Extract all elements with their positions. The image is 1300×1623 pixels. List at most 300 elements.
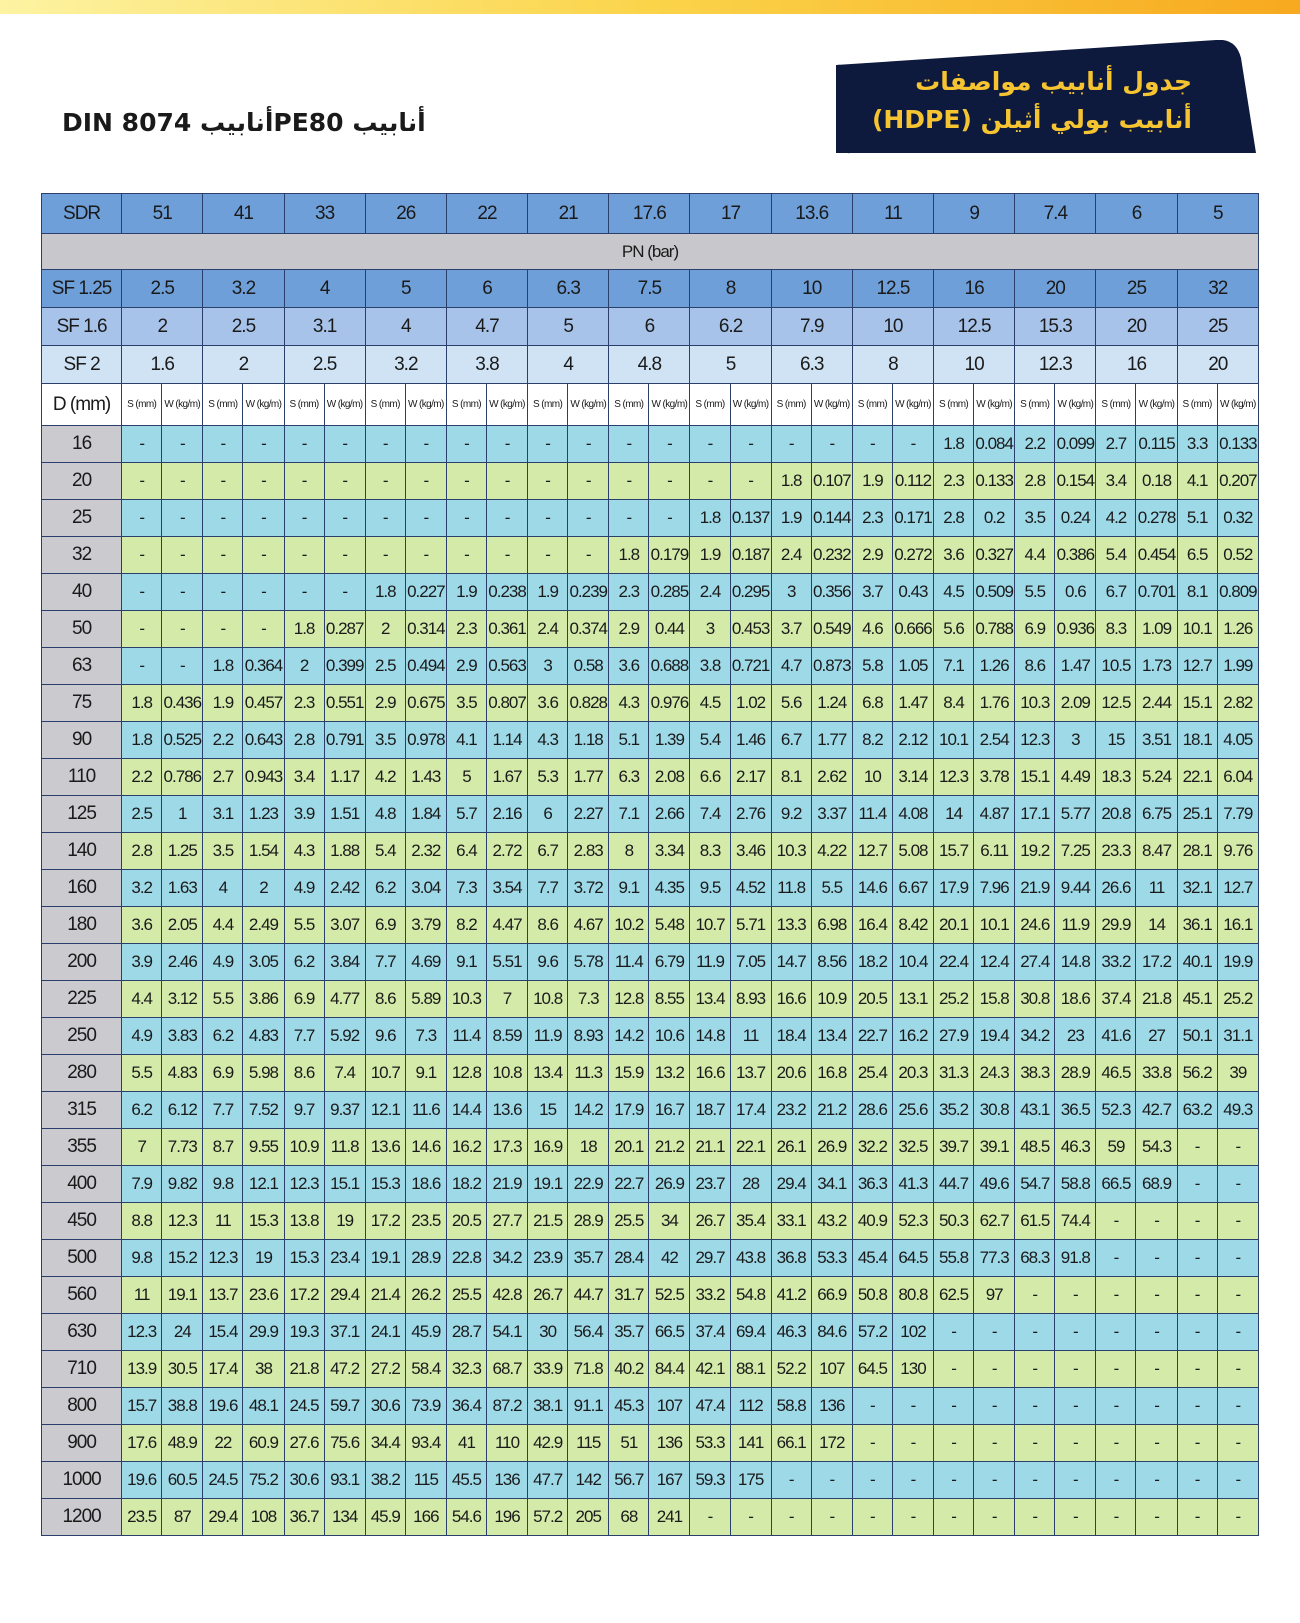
weight-cell: 7.96 [974,870,1015,907]
thickness-cell: 24.5 [284,1388,324,1425]
weight-cell: 17.4 [730,1092,771,1129]
weight-cell: - [324,426,365,463]
thickness-cell: 4.2 [1096,500,1136,537]
weight-cell: 3.07 [324,907,365,944]
thickness-cell: - [1177,1425,1217,1462]
sdr-value: 33 [284,194,365,234]
thickness-cell: 21.8 [284,1351,324,1388]
weight-cell: 16.7 [649,1092,690,1129]
thickness-cell: - [122,463,162,500]
thickness-cell: - [122,426,162,463]
thickness-cell: 27.6 [284,1425,324,1462]
thickness-cell: 21.1 [690,1129,730,1166]
thickness-cell: 15.1 [1015,759,1055,796]
weight-cell: 0.551 [324,685,365,722]
sf16-value: 20 [1096,308,1177,346]
thickness-cell: 48.5 [1015,1129,1055,1166]
weight-cell: 21.8 [1136,981,1177,1018]
hdpe-spec-table [41,193,1259,1536]
thickness-cell: 20.1 [609,1129,649,1166]
thickness-cell: 3.3 [1177,426,1217,463]
weight-cell: 142 [568,1462,609,1499]
diameter-cell: 900 [42,1425,122,1462]
weight-cell: - [1217,1277,1258,1314]
table-row [42,1314,1259,1351]
weight-cell: 18.6 [1055,981,1096,1018]
weight-cell: 34 [649,1203,690,1240]
weight-cell: - [974,1462,1015,1499]
diameter-cell: 400 [42,1166,122,1203]
thickness-cell: 50.8 [852,1277,892,1314]
weight-cell: 0.285 [649,574,690,611]
weight-cell: - [730,463,771,500]
thickness-cell: 17.9 [934,870,974,907]
weight-cell: 9.44 [1055,870,1096,907]
s-mm-header: S (mm) [284,384,324,426]
thickness-cell: 16.9 [528,1129,568,1166]
thickness-cell: 25.4 [852,1055,892,1092]
weight-cell: 11 [730,1018,771,1055]
sf2-value: 16 [1096,346,1177,384]
thickness-cell: 2.7 [203,759,243,796]
thickness-cell: 18.7 [690,1092,730,1129]
weight-cell: - [1055,1351,1096,1388]
thickness-cell: 50.1 [1177,1018,1217,1055]
weight-cell: 28 [730,1166,771,1203]
weight-cell: 45.9 [405,1314,446,1351]
thickness-cell: 61.5 [1015,1203,1055,1240]
weight-cell: 52.3 [892,1203,933,1240]
weight-cell: 0.2 [974,500,1015,537]
weight-cell: 42.8 [486,1277,527,1314]
weight-cell: 1.99 [1217,648,1258,685]
weight-cell: - [1055,1314,1096,1351]
weight-cell: 17.2 [1136,944,1177,981]
thickness-cell: 17.1 [1015,796,1055,833]
weight-cell: 0.386 [1055,537,1096,574]
weight-cell: 0.278 [1136,500,1177,537]
weight-cell: 6.79 [649,944,690,981]
sf16-value: 7.9 [771,308,852,346]
thickness-cell: 17.2 [284,1277,324,1314]
thickness-cell: 6.5 [1177,537,1217,574]
thickness-cell: - [446,500,486,537]
weight-cell: 2.82 [1217,685,1258,722]
sf125-value: 6 [446,270,527,308]
thickness-cell: 2 [284,648,324,685]
thickness-cell: - [609,500,649,537]
weight-cell: 0.18 [1136,463,1177,500]
thickness-cell: 7.3 [446,870,486,907]
weight-cell: - [1136,1351,1177,1388]
thickness-cell: 20.5 [852,981,892,1018]
thickness-cell: 9.6 [365,1018,405,1055]
diameter-cell: 710 [42,1351,122,1388]
weight-cell: 75.2 [243,1462,284,1499]
sdr-value: 5 [1177,194,1258,234]
thickness-cell: 45.3 [609,1388,649,1425]
weight-cell: 84.4 [649,1351,690,1388]
thickness-cell: - [1015,1388,1055,1425]
thickness-cell: - [284,500,324,537]
weight-cell: 0.32 [1217,500,1258,537]
banner-title-line2: أنابيب بولي أثيلن (HDPE) [871,105,1192,134]
weight-cell: - [162,537,203,574]
thickness-cell: 15.4 [203,1314,243,1351]
thickness-cell: 68.3 [1015,1240,1055,1277]
weight-cell: 24.3 [974,1055,1015,1092]
weight-cell: 2.09 [1055,685,1096,722]
weight-cell: 35.4 [730,1203,771,1240]
pn-row [42,234,1259,270]
thickness-cell: - [365,537,405,574]
thickness-cell: - [446,426,486,463]
weight-cell: 24 [162,1314,203,1351]
weight-cell: 13.2 [649,1055,690,1092]
thickness-cell: 3.5 [446,685,486,722]
weight-cell: 18.6 [405,1166,446,1203]
weight-cell: 1.84 [405,796,446,833]
table-row [42,1203,1259,1240]
thickness-cell: 32.2 [852,1129,892,1166]
weight-cell: 4.67 [568,907,609,944]
weight-cell: 56.4 [568,1314,609,1351]
sf125-value: 32 [1177,270,1258,308]
weight-cell: 0.453 [730,611,771,648]
weight-cell: 0.099 [1055,426,1096,463]
thickness-cell: 40.1 [1177,944,1217,981]
thickness-cell: - [852,1499,892,1536]
thickness-cell: 25.2 [934,981,974,1018]
weight-cell: - [974,1351,1015,1388]
weight-cell: 0.675 [405,685,446,722]
weight-cell: 32.5 [892,1129,933,1166]
w-kgm-header: W (kg/m) [1217,384,1258,426]
thickness-cell: 22.7 [852,1018,892,1055]
weight-cell: - [1217,1203,1258,1240]
thickness-cell: - [1015,1462,1055,1499]
thickness-cell: 2.2 [1015,426,1055,463]
sf16-value: 15.3 [1015,308,1096,346]
thickness-cell: 23.7 [690,1166,730,1203]
thickness-cell: 14.8 [690,1018,730,1055]
thickness-cell: 6.2 [203,1018,243,1055]
w-kgm-header: W (kg/m) [324,384,365,426]
weight-cell: - [568,426,609,463]
weight-cell: 1.09 [1136,611,1177,648]
thickness-cell: 22.4 [934,944,974,981]
thickness-cell: 22.1 [1177,759,1217,796]
thickness-cell: 8.3 [690,833,730,870]
weight-cell: 23.6 [243,1277,284,1314]
sf2-row [42,346,1259,384]
thickness-cell: 19.6 [203,1388,243,1425]
weight-cell: 0.643 [243,722,284,759]
thickness-cell: 23.9 [528,1240,568,1277]
thickness-cell: 5 [446,759,486,796]
thickness-cell: - [203,611,243,648]
thickness-cell: 15 [1096,722,1136,759]
thickness-cell: 28.6 [852,1092,892,1129]
s-mm-header: S (mm) [122,384,162,426]
thickness-cell: 13.9 [122,1351,162,1388]
weight-cell: - [1136,1203,1177,1240]
thickness-cell: 10.1 [1177,611,1217,648]
thickness-cell: 2.8 [284,722,324,759]
weight-cell: - [1136,1388,1177,1425]
thickness-cell: - [1177,1240,1217,1277]
thickness-cell: 9.7 [284,1092,324,1129]
weight-cell: 44.7 [568,1277,609,1314]
banner-title-line1: جدول أنابيب مواصفات [915,67,1192,96]
thickness-cell: 20.1 [934,907,974,944]
weight-cell: 136 [486,1462,527,1499]
weight-cell: - [243,463,284,500]
weight-cell: 4.83 [162,1055,203,1092]
weight-cell: 1.14 [486,722,527,759]
sf16-value: 4 [365,308,446,346]
weight-cell: 0.374 [568,611,609,648]
thickness-cell: 17.4 [203,1351,243,1388]
thickness-cell: 2.9 [446,648,486,685]
weight-cell: 13.4 [811,1018,852,1055]
weight-cell: 39 [1217,1055,1258,1092]
weight-cell: 2.27 [568,796,609,833]
thickness-cell: 3.7 [852,574,892,611]
weight-cell: 0.154 [1055,463,1096,500]
table-row [42,833,1259,870]
weight-cell: 1.25 [162,833,203,870]
weight-cell: 14.2 [568,1092,609,1129]
diameter-cell: 90 [42,722,122,759]
thickness-cell: 21.9 [1015,870,1055,907]
weight-cell: 71.8 [568,1351,609,1388]
weight-cell: - [730,426,771,463]
thickness-cell: - [934,1351,974,1388]
thickness-cell: 12.8 [446,1055,486,1092]
thickness-cell: 15.3 [284,1240,324,1277]
weight-cell: 9.37 [324,1092,365,1129]
thickness-cell: 38.2 [365,1462,405,1499]
w-kgm-header: W (kg/m) [649,384,690,426]
weight-cell: 1.17 [324,759,365,796]
thickness-cell: 13.3 [771,907,811,944]
thickness-cell: 3.4 [284,759,324,796]
weight-cell: 3.37 [811,796,852,833]
weight-cell: 107 [649,1388,690,1425]
thickness-cell: 17.6 [122,1425,162,1462]
thickness-cell: 9.8 [122,1240,162,1277]
thickness-cell: - [122,574,162,611]
sf125-value: 4 [284,270,365,308]
thickness-cell: 10.1 [934,722,974,759]
sf16-value: 25 [1177,308,1258,346]
sf125-value: 25 [1096,270,1177,308]
table-row [42,537,1259,574]
sf125-value: 16 [934,270,1015,308]
table-row [42,1277,1259,1314]
weight-cell: 1.26 [1217,611,1258,648]
thickness-cell: 14.2 [609,1018,649,1055]
weight-cell: 54.1 [486,1314,527,1351]
weight-cell: 18 [568,1129,609,1166]
weight-cell: 134 [324,1499,365,1536]
weight-cell: 3.79 [405,907,446,944]
weight-cell: 26.2 [405,1277,446,1314]
thickness-cell: 25.5 [609,1203,649,1240]
thickness-cell: 3.6 [528,685,568,722]
weight-cell: 141 [730,1425,771,1462]
thickness-cell: 2.3 [934,463,974,500]
thickness-cell: 27.4 [1015,944,1055,981]
weight-cell: 42 [649,1240,690,1277]
thickness-cell: 1.9 [528,574,568,611]
thickness-cell: 57.2 [528,1499,568,1536]
thickness-cell: - [1177,1129,1217,1166]
thickness-cell: 12.7 [1177,648,1217,685]
thickness-cell: 1.8 [122,685,162,722]
weight-cell: 2.08 [649,759,690,796]
thickness-cell: 21.4 [365,1277,405,1314]
weight-cell: - [324,500,365,537]
thickness-cell: 19.3 [284,1314,324,1351]
sf2-value: 20 [1177,346,1258,384]
thickness-cell: - [365,500,405,537]
weight-cell: 0.084 [974,426,1015,463]
weight-cell: 49.6 [974,1166,1015,1203]
thickness-cell: 7.9 [122,1166,162,1203]
thickness-cell: 6.9 [203,1055,243,1092]
thickness-cell: 1.8 [690,500,730,537]
weight-cell: 14.6 [405,1129,446,1166]
weight-cell: 0.788 [974,611,1015,648]
weight-cell: 8.93 [730,981,771,1018]
w-kgm-header: W (kg/m) [811,384,852,426]
thickness-cell: - [1177,1314,1217,1351]
sdr-value: 21 [528,194,609,234]
thickness-cell: 19.1 [365,1240,405,1277]
weight-cell: - [1217,1166,1258,1203]
sdr-value: 51 [122,194,203,234]
thickness-cell: 2.5 [122,796,162,833]
weight-cell: 6.75 [1136,796,1177,833]
weight-cell: 0.187 [730,537,771,574]
weight-cell: 12.1 [243,1166,284,1203]
weight-cell: 0.457 [243,685,284,722]
thickness-cell: 3.8 [690,648,730,685]
subtitle-mid: أنابيب [199,108,274,137]
thickness-cell: 20.6 [771,1055,811,1092]
sf2-label: SF 2 [42,346,122,384]
thickness-cell: 13.4 [528,1055,568,1092]
sf16-label: SF 1.6 [42,308,122,346]
weight-cell: 0.144 [811,500,852,537]
weight-cell: - [243,537,284,574]
weight-cell: 84.6 [811,1314,852,1351]
diameter-cell: 560 [42,1277,122,1314]
weight-cell: 3.05 [243,944,284,981]
thickness-cell: 3.7 [771,611,811,648]
thickness-cell: 41.2 [771,1277,811,1314]
thickness-cell: 50.3 [934,1203,974,1240]
thickness-cell: 2.2 [203,722,243,759]
weight-cell: 7 [486,981,527,1018]
thickness-cell: 6.7 [528,833,568,870]
thickness-cell: 1.8 [122,722,162,759]
thickness-cell: 3 [528,648,568,685]
diameter-cell: 180 [42,907,122,944]
sf125-row [42,270,1259,308]
thickness-cell: 20.5 [446,1203,486,1240]
thickness-cell: 35.7 [609,1314,649,1351]
sf2-value: 12.3 [1015,346,1096,384]
thickness-cell: 23.2 [771,1092,811,1129]
thickness-cell: - [1096,1203,1136,1240]
thickness-cell: 64.5 [852,1351,892,1388]
sf125-value: 6.3 [528,270,609,308]
weight-cell: 2.16 [486,796,527,833]
thickness-cell: - [122,500,162,537]
weight-cell: 3.46 [730,833,771,870]
weight-cell: 0.563 [486,648,527,685]
diameter-cell: 20 [42,463,122,500]
weight-cell: 0.58 [568,648,609,685]
thickness-cell: 23.5 [122,1499,162,1536]
weight-cell: 0.786 [162,759,203,796]
thickness-cell: 3.6 [934,537,974,574]
table-row [42,611,1259,648]
diameter-cell: 25 [42,500,122,537]
weight-cell: - [1055,1277,1096,1314]
weight-cell: 10.8 [486,1055,527,1092]
weight-cell: - [974,1388,1015,1425]
sf2-value: 1.6 [122,346,203,384]
weight-cell: - [1055,1388,1096,1425]
diameter-cell: 800 [42,1388,122,1425]
table-row [42,1462,1259,1499]
weight-cell: 7.25 [1055,833,1096,870]
sf16-value: 6 [609,308,690,346]
weight-cell: 1.18 [568,722,609,759]
weight-cell: 19.9 [1217,944,1258,981]
thickness-cell: 16.4 [852,907,892,944]
weight-cell: 8.42 [892,907,933,944]
weight-cell: 0.238 [486,574,527,611]
thickness-cell: 6.2 [122,1092,162,1129]
thickness-cell: 7.4 [690,796,730,833]
weight-cell: - [811,1499,852,1536]
thickness-cell: - [528,426,568,463]
s-mm-header: S (mm) [528,384,568,426]
weight-cell: - [974,1499,1015,1536]
thickness-cell: 29.4 [203,1499,243,1536]
weight-cell: 23.5 [405,1203,446,1240]
sf125-value: 12.5 [852,270,933,308]
sf16-value: 3.1 [284,308,365,346]
thickness-cell: 23.3 [1096,833,1136,870]
thickness-cell: 54.6 [446,1499,486,1536]
table-row [42,426,1259,463]
thickness-cell: 8.2 [446,907,486,944]
weight-cell: - [1136,1277,1177,1314]
thickness-cell: 5.4 [1096,537,1136,574]
weight-cell: 1.39 [649,722,690,759]
thickness-cell: 4.2 [365,759,405,796]
thickness-cell: - [1096,1277,1136,1314]
thickness-cell: - [771,426,811,463]
weight-cell: 1.26 [974,648,1015,685]
thickness-cell: 14.7 [771,944,811,981]
